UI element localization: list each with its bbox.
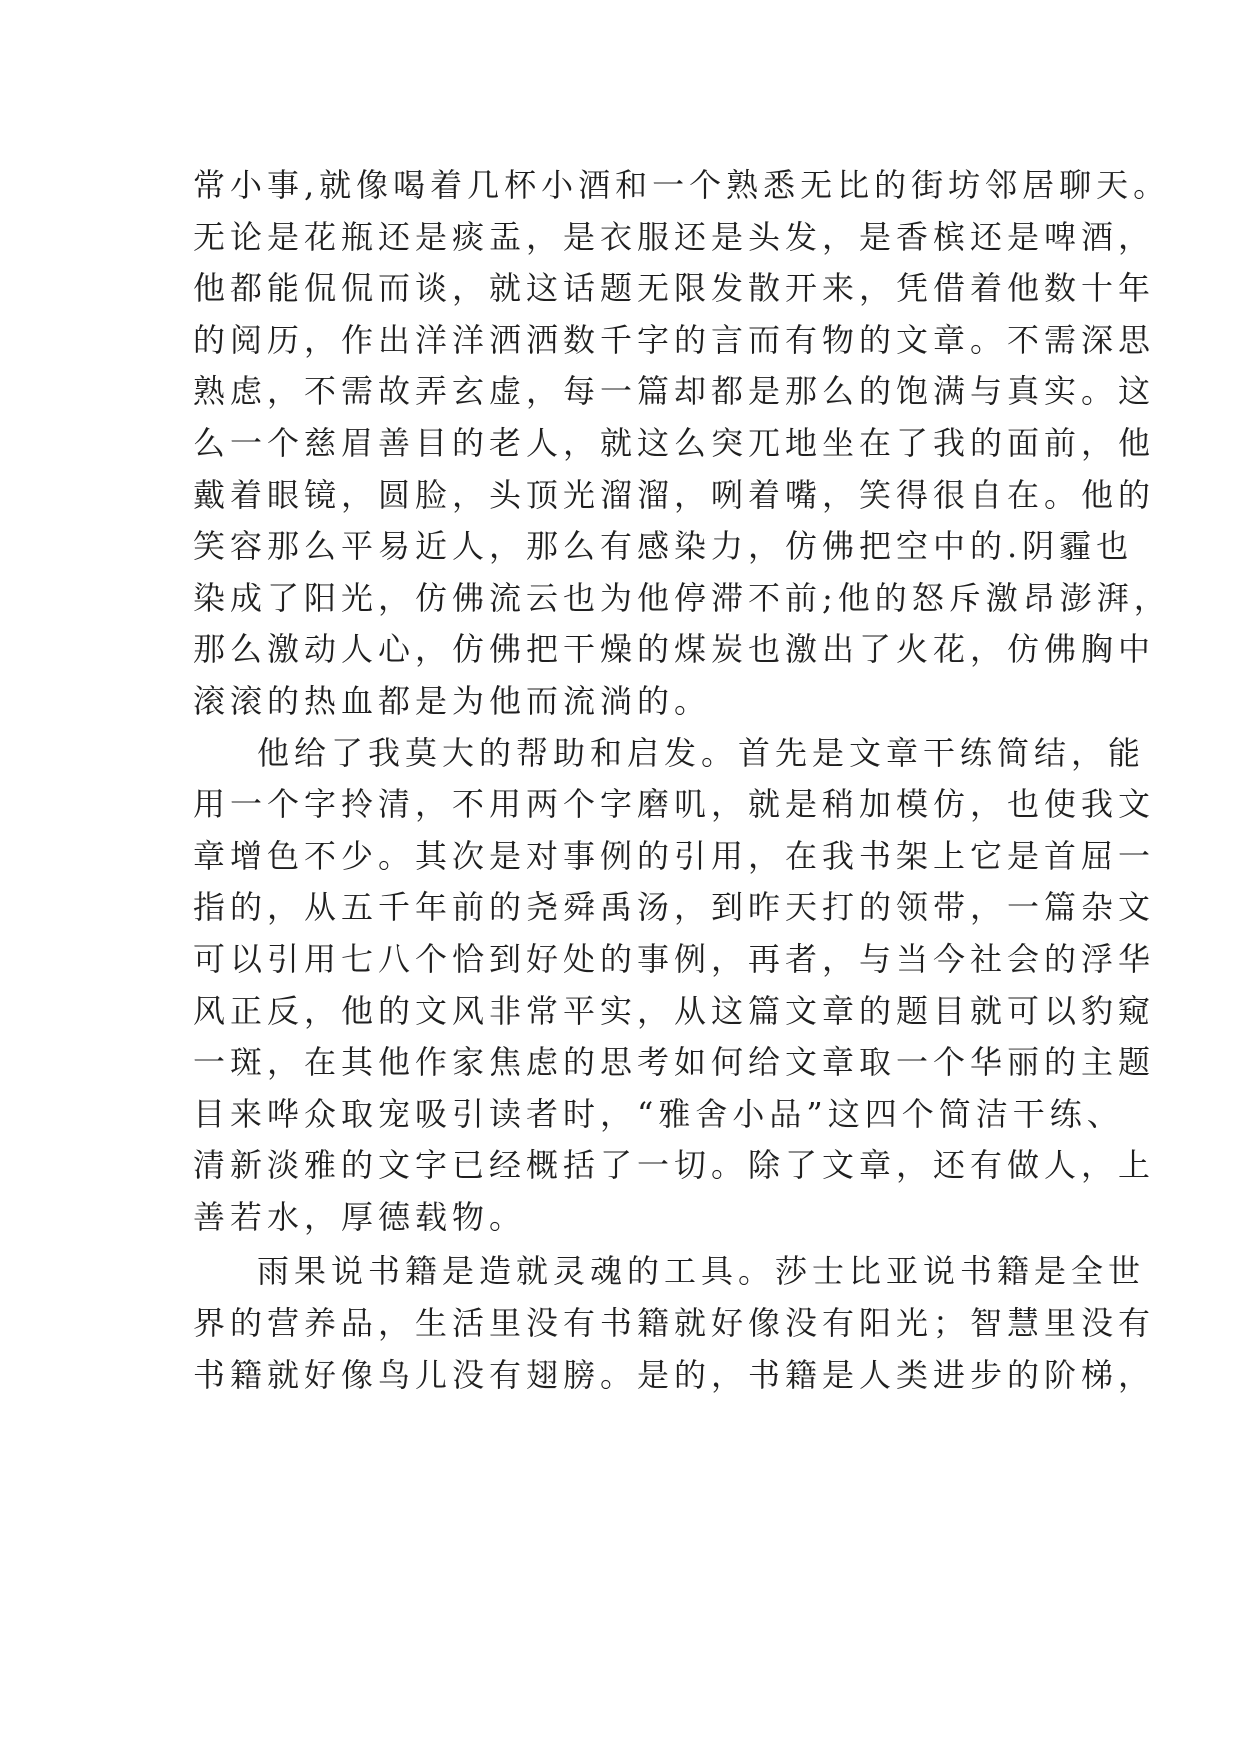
text-line: 无论是花瓶还是痰盂，是衣服还是头发，是香槟还是啤酒， [193,217,1156,256]
body-text [193,160,1171,1401]
text-line: 清新淡雅的文字已经概括了一切。除了文章，还有做人，上 [193,1146,1156,1185]
text-line: 章增色不少。其次是对事例的引用，在我书架上它是首屈一 [193,836,1156,875]
text-line: 笑容那么平易近人，那么有感染力，仿佛把空中的.阴霾也 [193,527,1134,566]
text-line: 么一个慈眉善目的老人，就这么突兀地坐在了我的面前，他 [193,423,1156,462]
paragraph-start-line: 他给了我莫大的帮助和启发。首先是文章干练简结，能 [257,733,1146,772]
text-line: 风正反，他的文风非常平实，从这篇文章的题目就可以豹窥 [193,991,1156,1030]
text-line: 指的，从五千年前的尧舜禹汤，到昨天打的领带，一篇杂文 [193,888,1156,927]
paragraph-start-line: 雨果说书籍是造就灵魂的工具。莎士比亚说书籍是全世 [257,1252,1146,1291]
text-line: 常小事,就像喝着几杯小酒和一个熟悉无比的街坊邻居聊天。 [193,166,1171,204]
text-line: 可以引用七八个恰到好处的事例，再者，与当今社会的浮华 [193,939,1156,978]
text-line: 用一个字拎清，不用两个字磨叽，就是稍加模仿，也使我文 [193,785,1156,824]
text-line: 书籍就好像鸟儿没有翅膀。是的，书籍是人类进步的阶梯， [193,1355,1156,1394]
text-line: 滚滚的热血都是为他而流淌的。 [193,681,712,720]
text-line: 善若水，厚德载物。 [193,1197,527,1236]
text-line: 熟虑，不需故弄玄虚，每一篇却都是那么的饱满与真实。这 [193,372,1156,411]
text-line: 界的营养品，生活里没有书籍就好像没有阳光；智慧里没有 [193,1304,1156,1343]
text-line: 一斑，在其他作家焦虑的思考如何给文章取一个华丽的主题 [193,1043,1156,1082]
text-line: 那么激动人心，仿佛把干燥的煤炭也激出了火花，仿佛胸中 [193,630,1156,669]
text-line: 他都能侃侃而谈，就这话题无限发散开来，凭借着他数十年 [193,269,1156,308]
text-line: 戴着眼镜，圆脸，头顶光溜溜，咧着嘴，笑得很自在。他的 [193,475,1156,514]
text-line: 目来哗众取宠吸引读者时，“雅舍小品”这四个简洁干练、 [193,1094,1124,1133]
text-line: 的阅历，作出洋洋洒洒数千字的言而有物的文章。不需深思 [193,320,1156,359]
text-line: 染成了阳光，仿佛流云也为他停滞不前;他的怒斥激昂澎湃， [193,578,1171,617]
